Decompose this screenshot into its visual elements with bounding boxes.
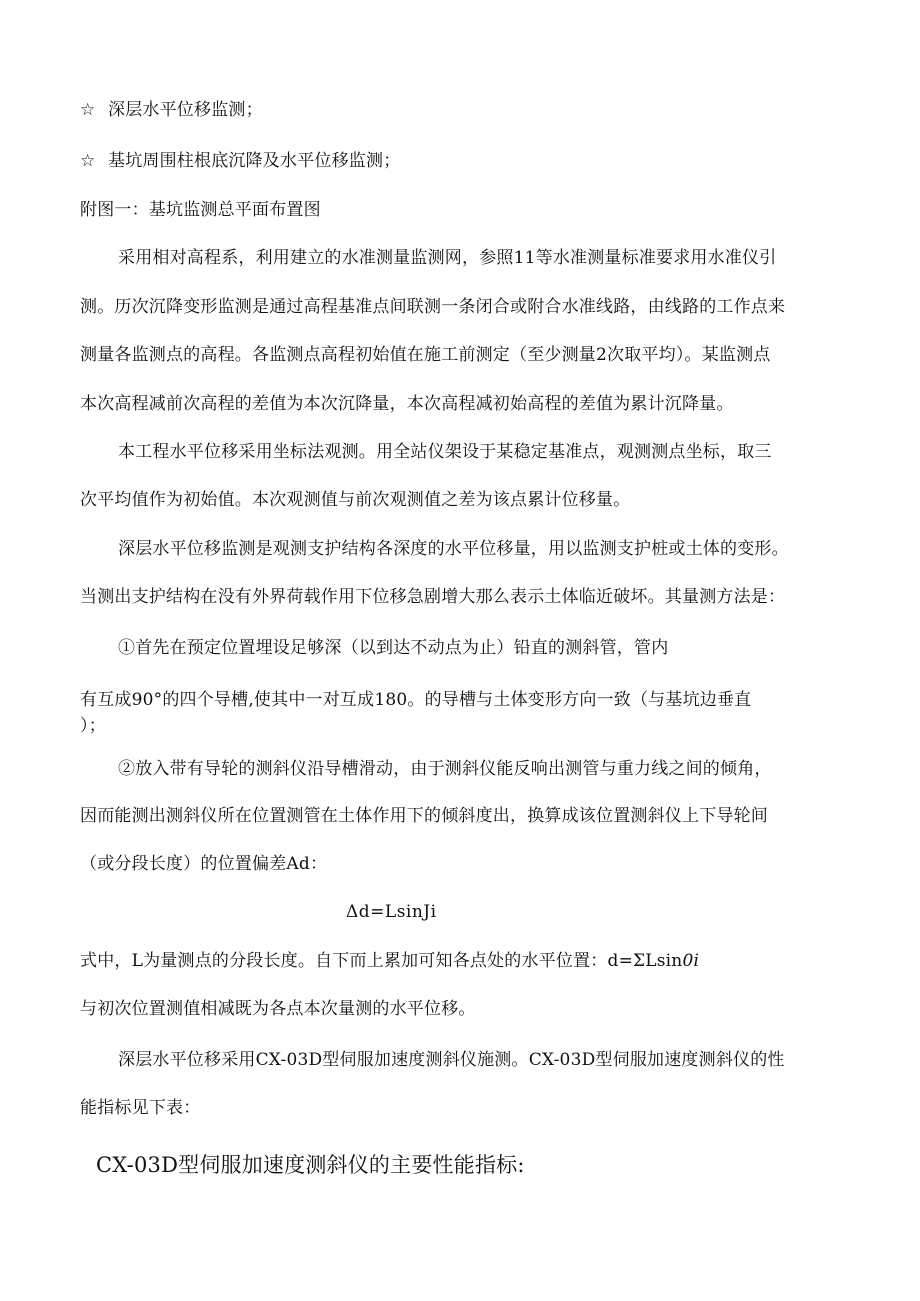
paragraph-line: 能指标见下表： — [80, 1098, 201, 1118]
table-title: CX-03D型伺服加速度测斜仪的主要性能指标: — [96, 1153, 525, 1177]
step-line: 因而能测出测斜仪所在位置测管在土体作用下的倾斜度出，换算成该位置测斜仪上下导轮间 — [80, 806, 768, 826]
paragraph-line: 深层水平位移监测是观测支护结构各深度的水平位移量，用以监测支护桩或土体的变形。 — [118, 539, 789, 559]
star-icon: ☆ — [80, 100, 96, 120]
paragraph-line: 深层水平位移采用CX-03D型伺服加速度测斜仪施测。CX-03D型伺服加速度测斜仪的性 — [118, 1050, 785, 1070]
figure-reference: 附图一：基坑监测总平面布置图 — [80, 200, 321, 220]
paragraph-line: 本工程水平位移采用坐标法观测。用全站仪架设于某稳定基准点，观测测点坐标，取三 — [118, 442, 772, 462]
step-line: ②放入带有导轮的测斜仪沿导槽滑动，由于测斜仪能反响出测管与重力线之间的倾角， — [118, 759, 772, 779]
paragraph-line: 次平均值作为初始值。本次观测值与前次观测值之差为该点累计位移量。 — [80, 490, 631, 510]
paragraph-line: 采用相对高程系，利用建立的水准测量监测网，参照11等水准测量标准要求用水准仪引 — [118, 248, 777, 268]
paragraph-line: 测量各监测点的高程。各监测点高程初始值在施工前测定（至少测量2次取平均）。某监测点 — [80, 345, 771, 365]
paragraph-line: 与初次位置测值相减既为各点本次量测的水平位移。 — [80, 999, 476, 1019]
explanation-symbol: 0i — [682, 951, 700, 971]
formula: Δd=LsinJi — [346, 902, 437, 922]
formula-explanation — [80, 950, 699, 972]
bullet-text: 基坑周围柱根底沉降及水平位移监测； — [108, 151, 401, 171]
paragraph-line: 本次高程减前次高程的差值为本次沉降量，本次高程减初始高程的差值为累计沉降量。 — [80, 394, 734, 414]
step-line: ①首先在预定位置埋设足够深（以到达不动点为止）铅直的测斜管，管内 — [118, 638, 669, 658]
paragraph-line: 测。历次沉降变形监测是通过高程基准点间联测一条闭合或附合水准线路，由线路的工作点来 — [80, 297, 786, 317]
bullet-text: 深层水平位移监测； — [108, 100, 263, 120]
star-icon: ☆ — [80, 151, 96, 171]
bullet-deep-displacement — [80, 99, 263, 121]
paragraph-line: 当测出支护结构在没有外界荷载作用下位移急剧增大那么表示土体临近破坏。其量测方法是： — [80, 587, 786, 607]
step-line: 有互成90°的四个导槽,使其中一对互成180。的导槽与土体变形方向一致（与基坑边垂直 — [80, 690, 752, 710]
bullet-column-settlement — [80, 150, 400, 172]
explanation-text: 式中，L为量测点的分段长度。自下而上累加可知各点处的水平位置：d=ΣLsin — [80, 951, 683, 971]
step-line: （或分段长度）的位置偏差Ad： — [80, 854, 328, 874]
step-line: ）； — [80, 716, 106, 736]
